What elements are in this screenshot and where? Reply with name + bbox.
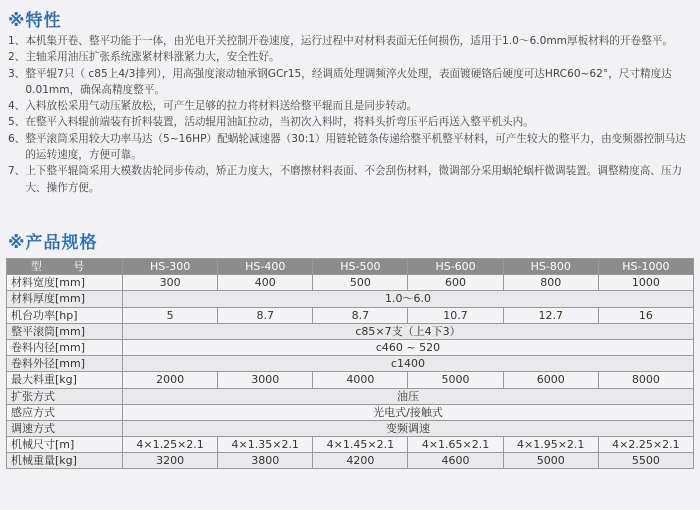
spec-value: 300 [123,275,218,291]
spec-label: 调速方式 [7,420,123,436]
spec-value: 10.7 [408,307,503,323]
spec-value: 5500 [598,453,693,469]
spec-value: 8000 [598,372,693,388]
spec-label: 卷料内径[mm] [7,339,123,355]
model-header: HS-600 [408,259,503,275]
spec-label: 感应方式 [7,404,123,420]
model-header: HS-1000 [598,259,693,275]
spec-value: с1400 [123,356,694,372]
spec-value: 5 [123,307,218,323]
spec-value: 油压 [123,388,694,404]
spec-value: 16 [598,307,693,323]
feature-number: 1、 [8,35,26,47]
spec-value: 4200 [313,453,408,469]
spec-value: 1.0～6.0 [123,291,694,307]
feature-text: 上下整平辊筒采用大模数齿轮同步传动，矫正力度大，不磨擦材料表面、不会刮伤材料，微调部分采用蜗轮蜗杆微调装置。调整精度高、压力大、操作方便。 [25,165,683,194]
spec-value: 600 [408,275,503,291]
spec-value: 4×1.45×2.1 [313,437,408,453]
feature-number: 2、 [8,51,26,64]
spec-value: 500 [313,275,408,291]
spec-value: 4600 [408,453,503,469]
spec-value: 光电式/接触式 [123,404,694,420]
spec-label: 最大料重[kg] [7,372,123,388]
spec-value: 12.7 [503,307,598,323]
spec-value: 4000 [313,372,408,388]
spec-label: 机械重量[kg] [7,453,123,469]
spec-value: с460 ~ 520 [123,339,694,355]
features-list [8,33,696,196]
feature-item-4 [8,98,696,114]
spec-table [6,258,694,469]
model-header: HS-500 [313,259,408,275]
spec-value: 4×1.35×2.1 [218,437,313,453]
specs-title: ※产品规格 [8,233,98,253]
spec-value: 变频调速 [123,420,694,436]
spec-row-material-thickness [7,291,694,307]
feature-item-6 [8,131,696,164]
model-header: HS-300 [123,259,218,275]
feature-item-7 [8,163,696,196]
spec-label: 机械尺寸[m] [7,437,123,453]
spec-value: 8.7 [313,307,408,323]
spec-row-coil-inner [7,339,694,355]
spec-value: 4×2.25×2.1 [598,437,693,453]
spec-value: 8.7 [218,307,313,323]
spec-header-row [7,259,694,275]
spec-value: 3800 [218,453,313,469]
feature-text: 在整平入料辊前端装有折料装置，活动辊用油缸拉动，当初次入料时，将料头折弯压平后再送入整平机头内。 [25,116,534,129]
feature-number: 7、 [8,165,26,178]
feature-item-1 [8,33,696,49]
spec-row-dimensions [7,437,694,453]
spec-value: 5000 [408,372,503,388]
feature-text: 本机集开卷、整平功能于一体，由光电开关控制开卷速度，运行过程中对材料表面无任何损伤，适用于1.0～6.0mm厚板材料的开卷整平。 [25,35,673,47]
model-header: HS-800 [503,259,598,275]
feature-number: 6、 [8,132,26,145]
spec-label: 卷料外径[mm] [7,356,123,372]
spec-label: 机台功率[hp] [7,307,123,323]
spec-row-machine-weight [7,453,694,469]
spec-value: 800 [503,275,598,291]
model-header: HS-400 [218,259,313,275]
feature-text: 主轴采用油压扩张系统涨紧材料涨紧力大，安全性好。 [25,51,280,64]
feature-text: 入料放松采用气动压紧放松，可产生足够的拉力将材料送给整平辊而且是同步转动。 [25,100,418,113]
spec-value: 400 [218,275,313,291]
feature-item-2 [8,49,696,65]
spec-row-sensing [7,404,694,420]
spec-row-speed [7,420,694,436]
spec-value: 3000 [218,372,313,388]
spec-value: 6000 [503,372,598,388]
spec-label: 材料厚度[mm] [7,291,123,307]
feature-item-3 [8,66,696,99]
spec-row-material-width [7,275,694,291]
feature-text: 整平滚筒采用较大功率马达（5~16HP）配蜗轮减速器（30:1）用链轮链条传递给整平机整平材料，可产生较大的整平力，由变频器控制马达的运转速度，方便可靠。 [25,132,686,162]
spec-row-expansion [7,388,694,404]
spec-row-rollers [7,323,694,339]
spec-value: с85×7支（上4下3） [123,323,694,339]
spec-row-coil-outer [7,356,694,372]
spec-value: 4×1.65×2.1 [408,437,503,453]
spec-label: 扩张方式 [7,388,123,404]
feature-number: 4、 [8,100,26,113]
spec-value: 2000 [123,372,218,388]
spec-value: 1000 [598,275,693,291]
spec-label: 整平滚筒[mm] [7,323,123,339]
feature-text: 整平辊7只（ с85上4/3排列），用高强度滚动轴承钢GCr15，经调质处理调频淬火处理，表面镀硬铬后硬度可达HRC60~62°，尺寸精度达0.01mm，确保高精度整平。 [25,67,672,96]
feature-number: 5、 [8,116,26,129]
feature-item-5 [8,114,696,130]
feature-number: 3、 [8,67,26,80]
spec-label: 材料宽度[mm] [7,275,123,291]
spec-row-max-weight [7,372,694,388]
spec-value: 4×1.95×2.1 [503,437,598,453]
features-title: ※特性 [8,11,62,31]
spec-value: 3200 [123,453,218,469]
spec-value: 5000 [503,453,598,469]
model-header-label: 型 号 [7,259,123,275]
spec-value: 4×1.25×2.1 [123,437,218,453]
spec-row-power [7,307,694,323]
